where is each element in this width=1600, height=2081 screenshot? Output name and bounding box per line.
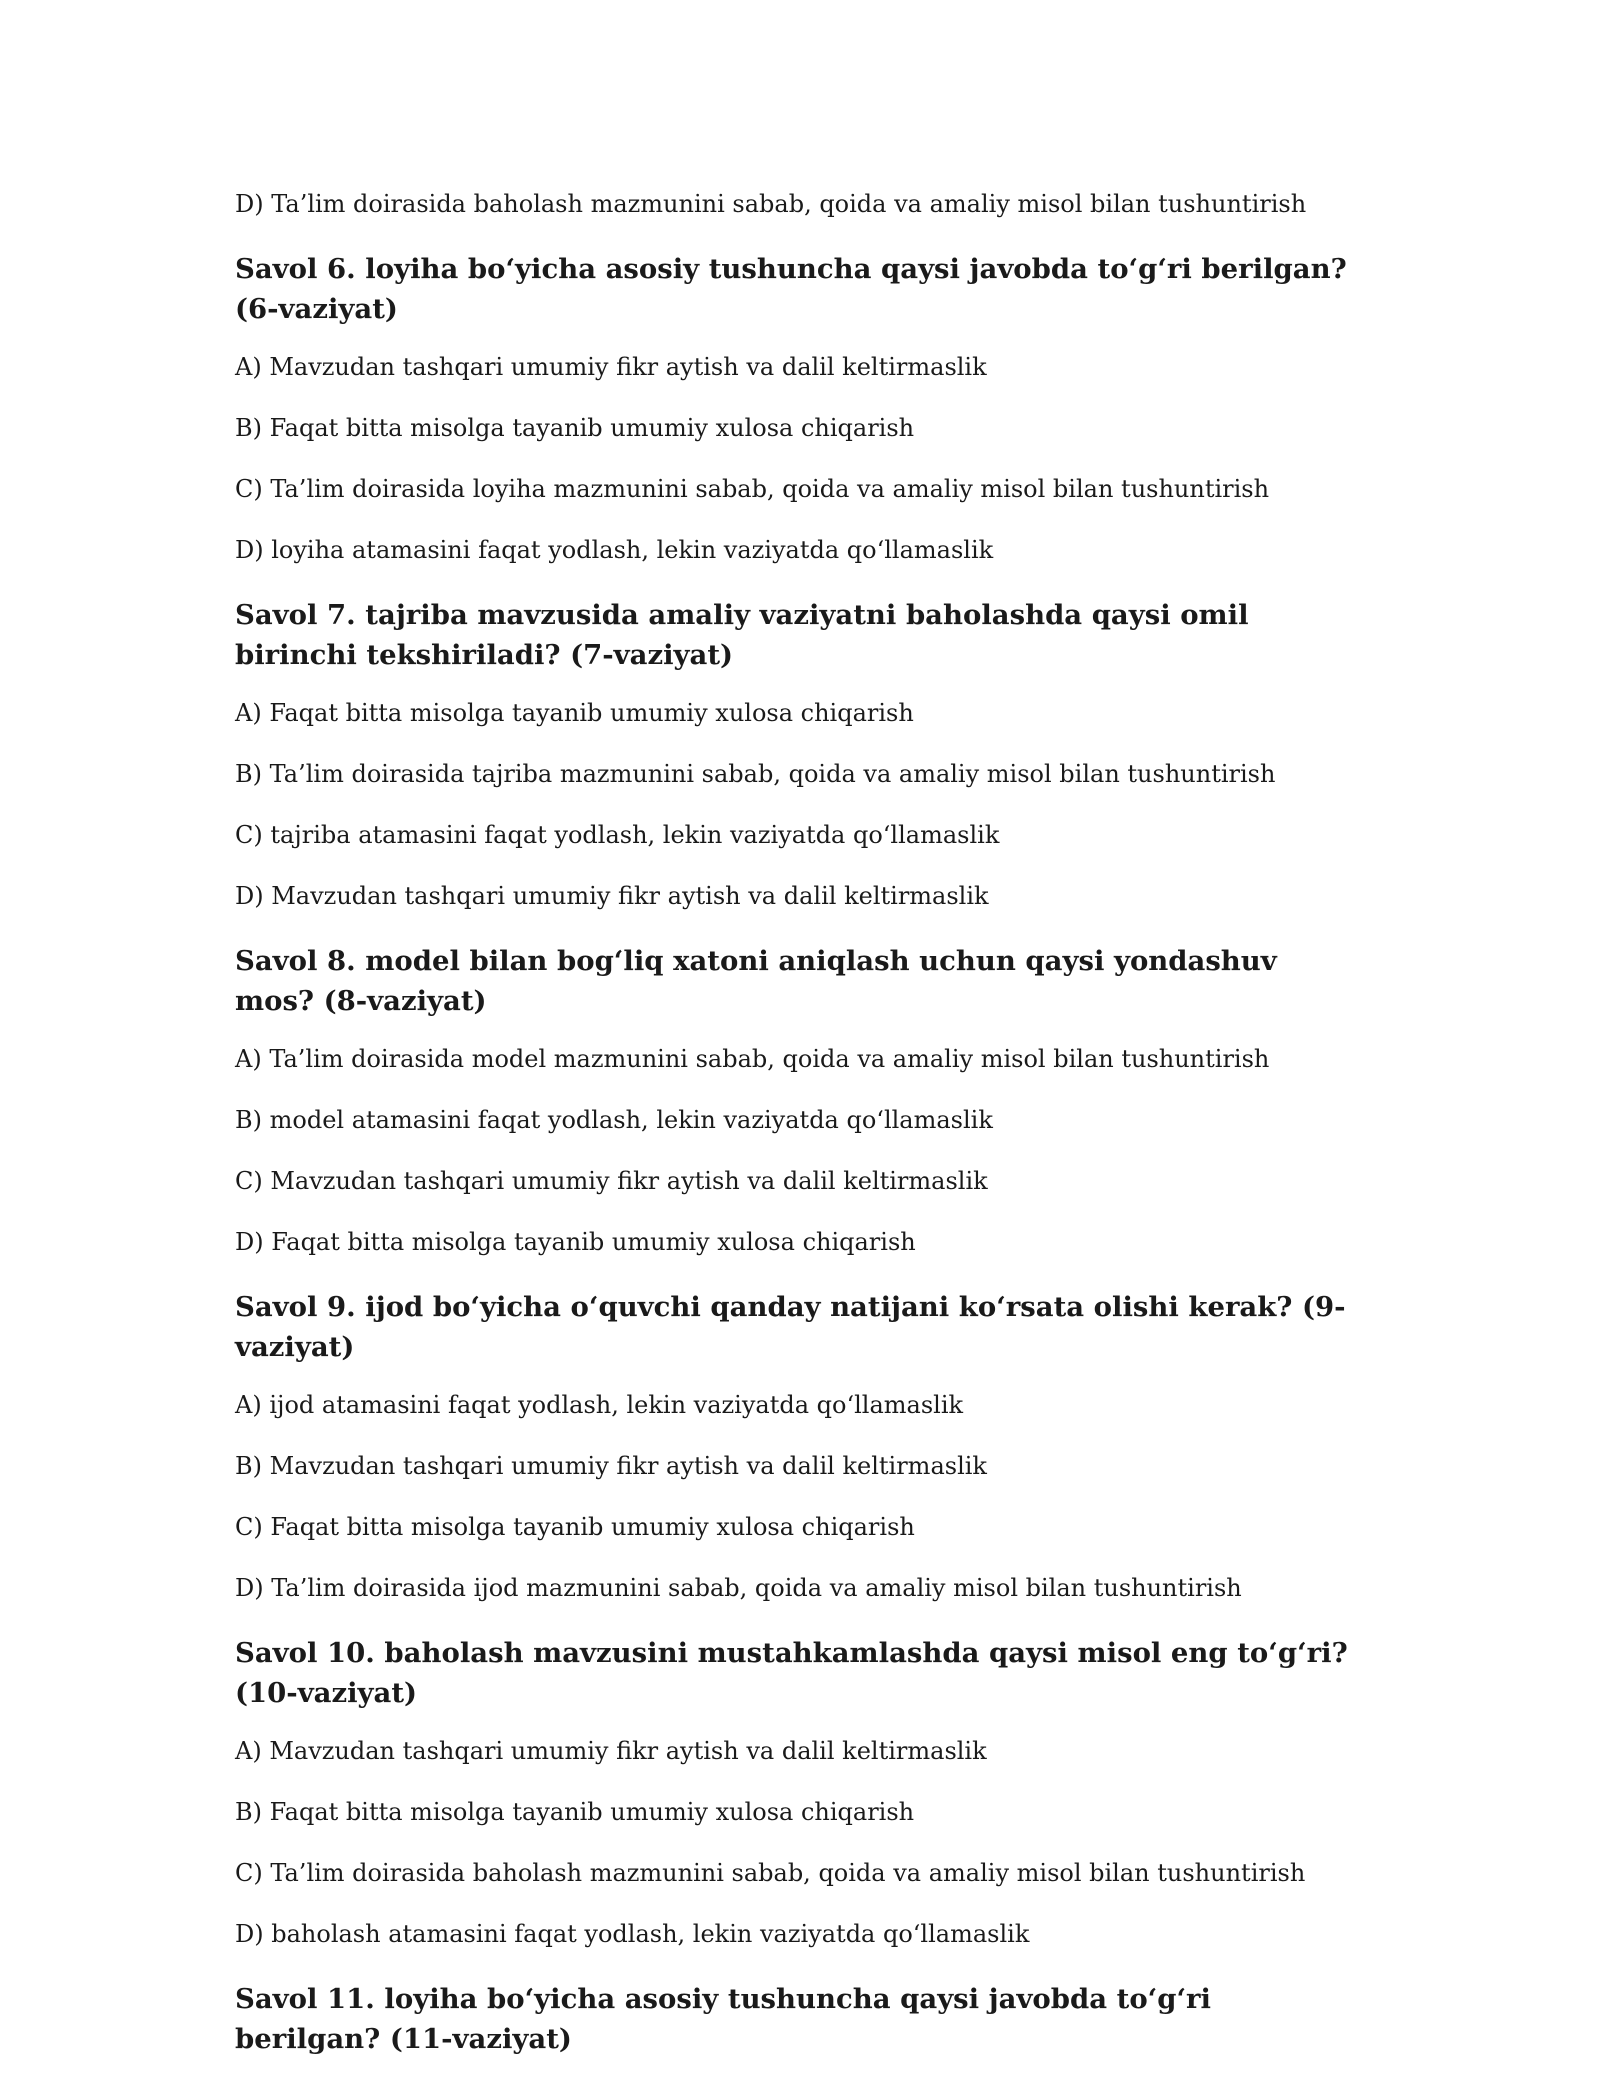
question-block bbox=[235, 941, 1365, 1258]
question-block bbox=[235, 595, 1365, 912]
document-page bbox=[235, 188, 1365, 2081]
question-block bbox=[235, 1633, 1365, 1950]
answer-option: B) model atamasini faqat yodlash, lekin vaziyatda qo‘llamaslik bbox=[235, 1106, 993, 1134]
answer-option: A) Mavzudan tashqari umumiy fikr aytish va dalil keltirmaslik bbox=[235, 1737, 987, 1765]
question-title: Savol 9. ijod bo‘yicha o‘quvchi qanday natijani ko‘rsata olishi kerak? (9-vaziyat) bbox=[235, 1291, 1346, 1363]
answer-option: C) Faqat bitta misolga tayanib umumiy xulosa chiqarish bbox=[235, 1513, 915, 1541]
answer-option: D) Ta’lim doirasida ijod mazmunini sabab, qoida va amaliy misol bilan tushuntirish bbox=[235, 1574, 1242, 1602]
answer-option: A) Ta’lim doirasida model mazmunini sabab, qoida va amaliy misol bilan tushuntirish bbox=[235, 1045, 1270, 1073]
answer-option: A) Mavzudan tashqari umumiy fikr aytish va dalil keltirmaslik bbox=[235, 353, 987, 381]
answer-option: D) baholash atamasini faqat yodlash, lekin vaziyatda qo‘llamaslik bbox=[235, 1920, 1030, 1948]
question-block bbox=[235, 1979, 1365, 2059]
answer-option: C) Mavzudan tashqari umumiy fikr aytish va dalil keltirmaslik bbox=[235, 1167, 988, 1195]
answer-option: D) Mavzudan tashqari umumiy fikr aytish va dalil keltirmaslik bbox=[235, 882, 989, 910]
answer-option: C) Ta’lim doirasida loyiha mazmunini sabab, qoida va amaliy misol bilan tushuntirish bbox=[235, 475, 1270, 503]
answer-option: B) Faqat bitta misolga tayanib umumiy xulosa chiqarish bbox=[235, 1798, 915, 1826]
question-block bbox=[235, 249, 1365, 566]
answer-option: A) Faqat bitta misolga tayanib umumiy xulosa chiqarish bbox=[235, 699, 914, 727]
question-title: Savol 6. loyiha bo‘yicha asosiy tushuncha qaysi javobda to‘g‘ri berilgan? (6-vaziyat) bbox=[235, 253, 1347, 325]
answer-option: D) Faqat bitta misolga tayanib umumiy xulosa chiqarish bbox=[235, 1228, 916, 1256]
answer-option: C) Ta’lim doirasida baholash mazmunini sabab, qoida va amaliy misol bilan tushuntirish bbox=[235, 1859, 1306, 1887]
question-title: Savol 8. model bilan bog‘liq xatoni aniqlash uchun qaysi yondashuv mos? (8-vaziyat) bbox=[235, 945, 1277, 1017]
answer-option: C) tajriba atamasini faqat yodlash, lekin vaziyatda qo‘llamaslik bbox=[235, 821, 1000, 849]
answer-option: D) Ta’lim doirasida baholash mazmunini sabab, qoida va amaliy misol bilan tushuntirish bbox=[235, 190, 1307, 218]
answer-option: B) Mavzudan tashqari umumiy fikr aytish va dalil keltirmaslik bbox=[235, 1452, 987, 1480]
answer-option: A) ijod atamasini faqat yodlash, lekin vaziyatda qo‘llamaslik bbox=[235, 1391, 964, 1419]
question-title: Savol 10. baholash mavzusini mustahkamlashda qaysi misol eng to‘g‘ri? (10-vaziyat) bbox=[235, 1637, 1348, 1709]
answer-option: B) Ta’lim doirasida tajriba mazmunini sabab, qoida va amaliy misol bilan tushuntirish bbox=[235, 760, 1276, 788]
question-title: Savol 7. tajriba mavzusida amaliy vaziyatni baholashda qaysi omil birinchi tekshiriladi? (7-vaziyat) bbox=[235, 599, 1249, 671]
answer-option: B) Faqat bitta misolga tayanib umumiy xulosa chiqarish bbox=[235, 414, 915, 442]
question-title: Savol 11. loyiha bo‘yicha asosiy tushuncha qaysi javobda to‘g‘ri berilgan? (11-vaziyat) bbox=[235, 1983, 1211, 2055]
question-block bbox=[235, 1287, 1365, 1604]
answer-option: D) loyiha atamasini faqat yodlash, lekin vaziyatda qo‘llamaslik bbox=[235, 536, 994, 564]
